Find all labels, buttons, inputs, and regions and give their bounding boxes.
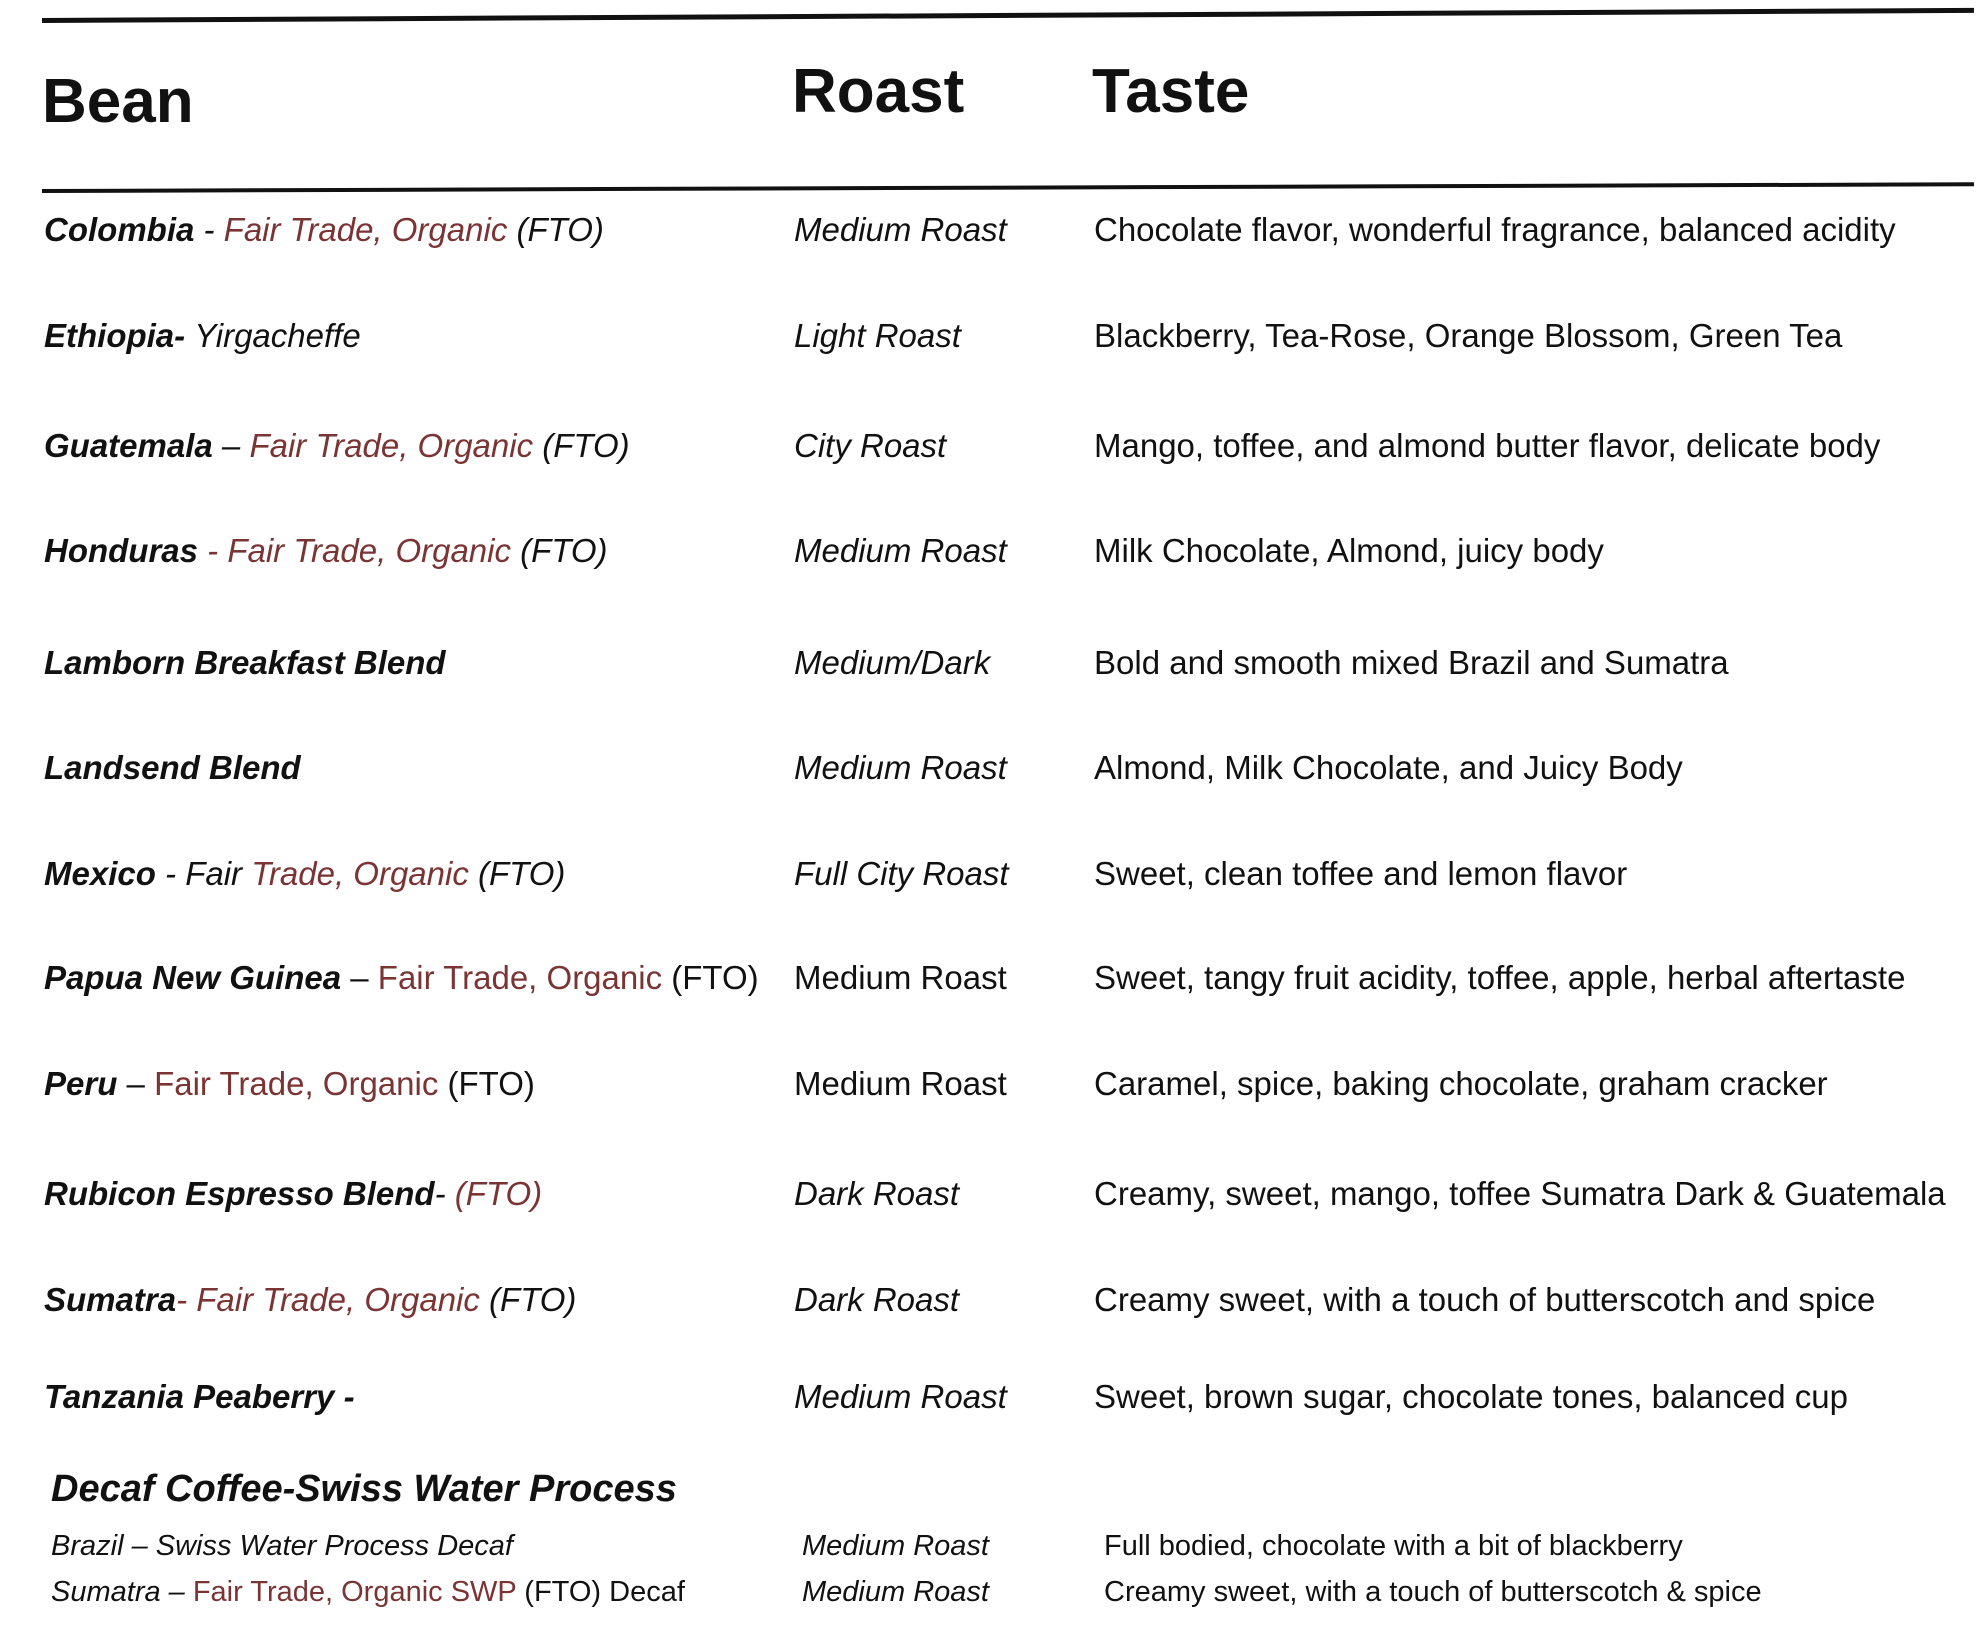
roast-cell: Medium Roast bbox=[794, 532, 1007, 569]
bean-name: Papua New Guinea bbox=[44, 959, 342, 996]
taste-cell: Sweet, clean toffee and lemon flavor bbox=[1094, 855, 1628, 892]
roast-cell: Dark Roast bbox=[794, 1281, 960, 1318]
bean-name: Brazil – Swiss Water Process Decaf bbox=[51, 1530, 513, 1562]
taste-cell: Mango, toffee, and almond butter flavor, delicate body bbox=[1094, 427, 1881, 464]
table-row bbox=[0, 1375, 1987, 1435]
bean-separator: - bbox=[194, 211, 224, 248]
bean-origin: Fair Trade, Organic SWP bbox=[192, 1576, 517, 1608]
taste-cell: Creamy, sweet, mango, toffee Sumatra Dark & Guatemala bbox=[1094, 1175, 1946, 1212]
bean-origin: Yirgacheffe bbox=[194, 317, 361, 354]
bean-name: Ethiopia bbox=[44, 317, 175, 354]
bean-name: Peru bbox=[44, 1065, 118, 1102]
table-row bbox=[0, 529, 1987, 589]
bean-cell bbox=[51, 1573, 685, 1611]
taste-cell: Chocolate flavor, wonderful fragrance, balanced acidity bbox=[1094, 211, 1896, 248]
roast-cell: Full City Roast bbox=[794, 855, 1009, 892]
taste-cell: Sweet, tangy fruit acidity, toffee, apple, herbal aftertaste bbox=[1094, 959, 1906, 996]
roast-cell: Medium/Dark bbox=[794, 644, 991, 681]
bean-separator: - bbox=[198, 532, 228, 569]
bean-cell bbox=[44, 746, 301, 790]
table-row bbox=[0, 1172, 1987, 1232]
taste-cell: Almond, Milk Chocolate, and Juicy Body bbox=[1094, 749, 1683, 786]
bean-origin: Fair Trade, Organic bbox=[154, 1065, 439, 1102]
taste-cell: Milk Chocolate, Almond, juicy body bbox=[1094, 532, 1604, 569]
taste-cell: Creamy sweet, with a touch of butterscotch & spice bbox=[1104, 1576, 1762, 1608]
table-row bbox=[0, 956, 1987, 1016]
bean-name: Tanzania Peaberry - bbox=[44, 1378, 355, 1415]
bean-name: Landsend Blend bbox=[44, 749, 301, 786]
bean-origin: Fair Trade, Organic bbox=[377, 959, 663, 996]
bean-origin: Fair Trade, Organic bbox=[196, 1281, 480, 1318]
roast-cell: Medium Roast bbox=[802, 1530, 989, 1562]
bean-name: Guatemala bbox=[44, 427, 213, 464]
bean-name: Rubicon Espresso Blend bbox=[44, 1175, 435, 1212]
bean-cell bbox=[44, 208, 604, 252]
bean-code: (FTO) bbox=[511, 532, 608, 569]
roast-cell: Medium Roast bbox=[794, 1378, 1007, 1415]
bean-code: (FTO) bbox=[479, 1281, 577, 1318]
roast-cell: City Roast bbox=[794, 427, 947, 464]
bean-cell bbox=[44, 956, 759, 1000]
roast-cell: Light Roast bbox=[794, 317, 961, 354]
bean-separator: – bbox=[212, 427, 250, 464]
header-taste: Taste bbox=[1092, 57, 1250, 126]
bean-origin: Fair Trade, Organic bbox=[227, 532, 511, 569]
taste-cell: Creamy sweet, with a touch of butterscotch and spice bbox=[1094, 1281, 1876, 1318]
bean-origin: (FTO) bbox=[454, 1175, 543, 1212]
bean-cell bbox=[44, 1375, 355, 1419]
header-bean: Bean bbox=[42, 67, 194, 136]
roast-cell: Dark Roast bbox=[794, 1175, 960, 1212]
decaf-row bbox=[0, 1573, 1987, 1617]
bean-origin: Fair Trade, Organic bbox=[223, 211, 508, 248]
bean-code: (FTO) bbox=[438, 1065, 535, 1102]
taste-cell: Blackberry, Tea-Rose, Orange Blossom, Green Tea bbox=[1094, 317, 1843, 354]
roast-cell: Medium Roast bbox=[802, 1576, 989, 1608]
bean-cell bbox=[44, 852, 565, 896]
bean-cell bbox=[44, 1172, 542, 1216]
bean-cell bbox=[44, 1278, 576, 1322]
table-row bbox=[0, 1062, 1987, 1122]
decaf-section-title: Decaf Coffee-Swiss Water Process bbox=[51, 1468, 677, 1510]
bean-name: Sumatra bbox=[44, 1281, 177, 1318]
bean-name: Colombia bbox=[44, 211, 195, 248]
roast-cell: Medium Roast bbox=[794, 749, 1007, 786]
taste-cell: Full bodied, chocolate with a bit of blackberry bbox=[1104, 1530, 1683, 1562]
bean-code: (FTO) Decaf bbox=[516, 1576, 685, 1608]
bean-cell bbox=[44, 424, 630, 468]
table-row bbox=[0, 1278, 1987, 1338]
taste-cell: Caramel, spice, baking chocolate, graham cracker bbox=[1094, 1065, 1828, 1102]
bean-cell bbox=[44, 1062, 535, 1106]
header-rule bbox=[42, 182, 1974, 193]
bean-name: Sumatra – bbox=[51, 1576, 193, 1608]
roast-cell: Medium Roast bbox=[794, 1065, 1007, 1102]
table-row bbox=[0, 314, 1987, 374]
bean-cell bbox=[44, 529, 608, 573]
bean-cell bbox=[44, 314, 361, 358]
table-row bbox=[0, 641, 1987, 701]
taste-cell: Bold and smooth mixed Brazil and Sumatra bbox=[1094, 644, 1729, 681]
bean-cell bbox=[44, 641, 446, 685]
bean-origin: Fair Trade, Organic bbox=[249, 427, 534, 464]
table-row bbox=[0, 746, 1987, 806]
bean-separator: - Fair bbox=[155, 855, 252, 892]
bean-code: (FTO) bbox=[468, 855, 566, 892]
bean-separator: - bbox=[434, 1175, 455, 1212]
header-roast: Roast bbox=[792, 57, 965, 126]
bean-separator: - bbox=[176, 1281, 197, 1318]
bean-name: Lamborn Breakfast Blend bbox=[44, 644, 446, 681]
roast-cell: Medium Roast bbox=[794, 959, 1007, 996]
table-row bbox=[0, 424, 1987, 484]
top-rule bbox=[42, 8, 1974, 23]
bean-separator: – bbox=[341, 959, 378, 996]
table-row bbox=[0, 852, 1987, 912]
bean-code: (FTO) bbox=[662, 959, 759, 996]
bean-origin: Trade, Organic bbox=[251, 855, 469, 892]
bean-code: (FTO) bbox=[507, 211, 604, 248]
bean-separator: – bbox=[117, 1065, 155, 1102]
decaf-row bbox=[0, 1527, 1987, 1571]
roast-cell: Medium Roast bbox=[794, 211, 1007, 248]
bean-cell bbox=[51, 1527, 513, 1565]
bean-separator: - bbox=[174, 317, 195, 354]
taste-cell: Sweet, brown sugar, chocolate tones, balanced cup bbox=[1094, 1378, 1848, 1415]
bean-code: (FTO) bbox=[533, 427, 630, 464]
bean-name: Mexico bbox=[44, 855, 156, 892]
bean-name: Honduras bbox=[44, 532, 199, 569]
table-row bbox=[0, 208, 1987, 268]
